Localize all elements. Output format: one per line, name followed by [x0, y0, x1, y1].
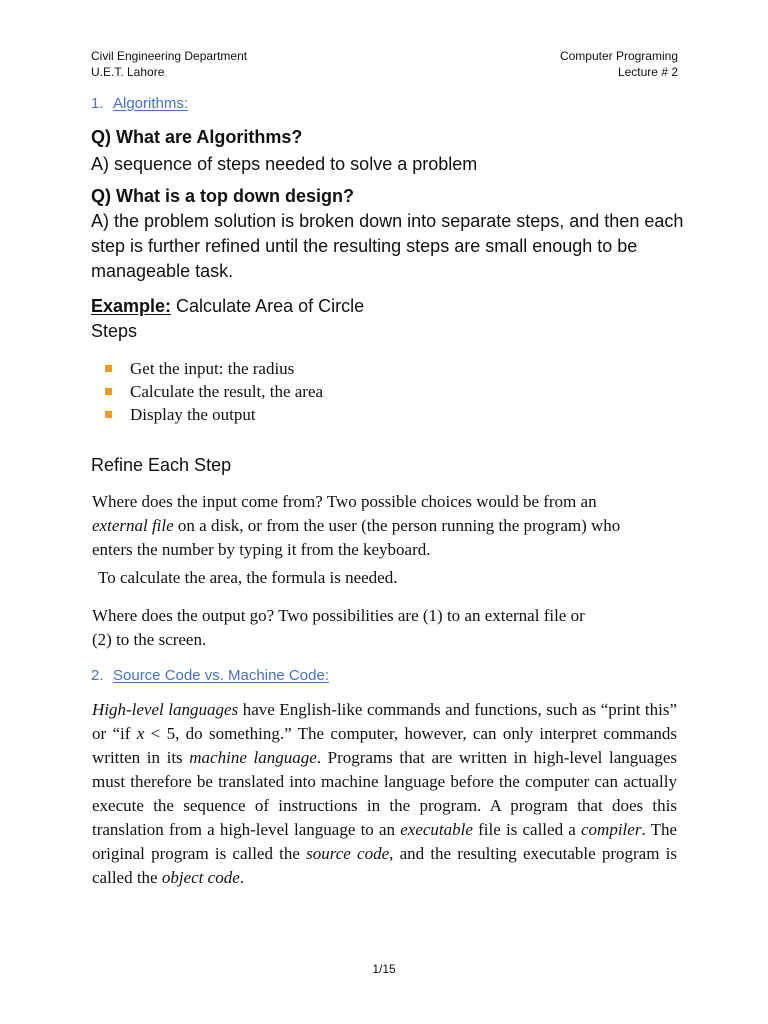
- italic-term: High-level languages: [92, 700, 239, 719]
- source-code-paragraph: [92, 698, 677, 890]
- answer-algorithms: A) sequence of steps needed to solve a problem: [91, 154, 478, 174]
- text-line: (2) to the screen.: [92, 630, 207, 649]
- lecture-number: Lecture # 2: [617, 65, 678, 79]
- steps-list: [105, 357, 323, 426]
- text-span: on a disk, or from the user (the person running the program) who: [173, 516, 621, 535]
- text-span: , and the resulting executable program is called the: [92, 844, 677, 887]
- steps-label: Steps: [91, 321, 138, 341]
- italic-term: x: [136, 724, 145, 743]
- section-number: 2.: [91, 667, 104, 684]
- section-heading-source-code: [91, 667, 329, 684]
- course-name: Computer Programing: [559, 49, 678, 63]
- text-span: file is called a: [472, 820, 581, 839]
- step-text: Display the output: [130, 405, 256, 424]
- text-line: Where does the input come from? Two possible choices would be from an: [92, 492, 597, 511]
- refine-paragraph-formula: To calculate the area, the formula is needed.: [98, 568, 398, 587]
- refine-heading: Refine Each Step: [91, 455, 232, 475]
- italic-term: external file: [92, 516, 174, 535]
- page-number: 1/15: [372, 962, 396, 976]
- italic-term: object code: [161, 868, 240, 887]
- italic-term: machine language: [189, 748, 317, 767]
- section-title: Source Code vs. Machine Code:: [113, 667, 329, 684]
- italic-term: executable: [400, 820, 473, 839]
- bullet-square-icon: [105, 365, 112, 372]
- list-item: [105, 403, 323, 426]
- bullet-square-icon: [105, 411, 112, 418]
- text-span: have English-like commands and functions, such as “print this” or “if: [92, 700, 677, 743]
- text-span: . Programs that are written in high-level languages must therefore be translated into machine language before the computer can actually execute the sequence of instructions in the program. A program that does this translation from a high-level language to an: [92, 748, 677, 839]
- italic-term: source code: [306, 844, 390, 863]
- step-text: Calculate the result, the area: [130, 382, 324, 401]
- bullet-square-icon: [105, 388, 112, 395]
- header-left: [91, 48, 247, 80]
- department-name: Civil Engineering Department: [91, 49, 248, 63]
- example-label: Example:: [91, 296, 172, 316]
- text-span: < 5, do something.” The computer, however, can only interpret commands written in its: [92, 724, 677, 767]
- example-line: [91, 294, 364, 319]
- step-text: Get the input: the radius: [130, 359, 295, 378]
- italic-term: compiler: [581, 820, 642, 839]
- list-item: [105, 380, 323, 403]
- example-text: Calculate Area of Circle: [171, 296, 365, 316]
- section-heading-algorithms: [91, 95, 188, 112]
- list-item: [105, 357, 323, 380]
- question-algorithms: Q) What are Algorithms?: [91, 127, 303, 147]
- question-top-down: Q) What is a top down design?: [91, 186, 354, 206]
- text-span: . The original program is called the: [92, 820, 678, 863]
- section-title: Algorithms:: [113, 95, 189, 112]
- text-line: enters the number by typing it from the keyboard.: [92, 540, 431, 559]
- refine-paragraph-output: [92, 604, 585, 652]
- text-line: [92, 514, 620, 538]
- section-number: 1.: [91, 95, 104, 112]
- text-line: Where does the output go? Two possibilities are (1) to an external file or: [92, 606, 585, 625]
- text-span: .: [239, 868, 244, 887]
- university-name: U.E.T. Lahore: [91, 65, 165, 79]
- answer-top-down: A) the problem solution is broken down into separate steps, and then each step is further refined until the resulting steps are small enough to be manageable task.: [91, 211, 684, 281]
- refine-paragraph-input: [92, 490, 620, 562]
- header-right: [560, 48, 678, 80]
